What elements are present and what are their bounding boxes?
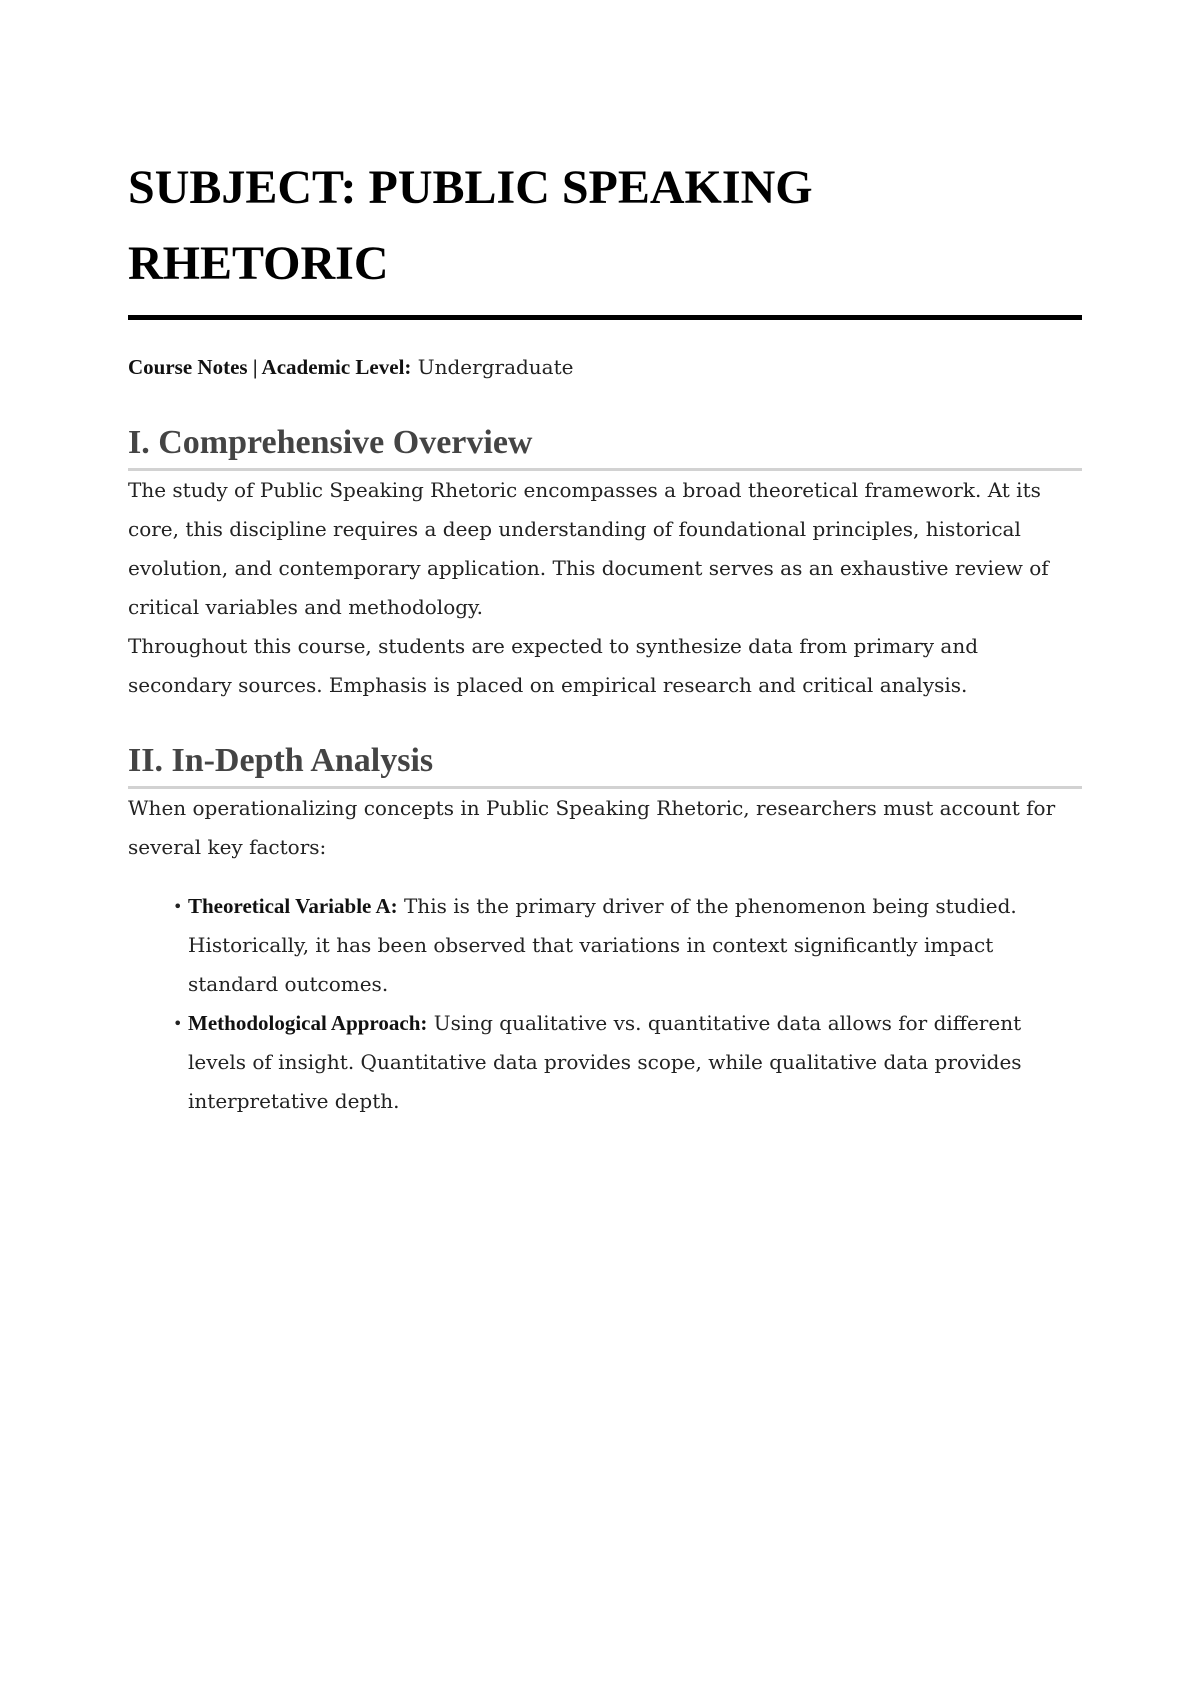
document-title: SUBJECT: PUBLIC SPEAKING RHETORIC: [128, 150, 1082, 320]
overview-paragraph-1: The study of Public Speaking Rhetoric encompasses a broad theoretical framework. At its core, this discipline requires a deep understanding of foundational principles, historical evolution, and contemporary application. This document serves as an exhaustive review of critical variables and methodology.: [128, 478, 1049, 619]
list-item: [173, 887, 1082, 1004]
section-heading-analysis: II. In-Depth Analysis: [128, 738, 1082, 789]
overview-paragraph-2: Throughout this course, students are expected to synthesize data from primary and secondary sources. Emphasis is placed on empirical research and critical analysis.: [128, 634, 979, 697]
analysis-intro: When operationalizing concepts in Public Speaking Rhetoric, researchers must account for several key factors:: [128, 796, 1056, 859]
key-factors-list: [128, 887, 1082, 1121]
course-meta: [128, 352, 1082, 382]
academic-level-label: Academic Level:: [261, 355, 412, 379]
bullet-icon: •: [173, 1014, 183, 1033]
academic-level-value: Undergraduate: [411, 355, 574, 379]
list-item-text: Using qualitative vs. quantitative data allows for different levels of insight. Quantitative data provides scope, while qualitative data provides interpretative depth.: [188, 1011, 1022, 1113]
bullet-icon: •: [173, 897, 183, 916]
list-item: [173, 1004, 1082, 1121]
section-heading-overview: I. Comprehensive Overview: [128, 420, 1082, 471]
document-page: [128, 0, 1082, 1121]
meta-separator: |: [247, 355, 262, 379]
list-item-text: This is the primary driver of the phenomenon being studied. Historically, it has been observed that variations in context significantly impact standard outcomes.: [188, 894, 1017, 996]
course-notes-label: Course Notes: [128, 355, 248, 379]
list-item-term: Methodological Approach:: [188, 1011, 428, 1035]
list-item-term: Theoretical Variable A:: [188, 894, 398, 918]
